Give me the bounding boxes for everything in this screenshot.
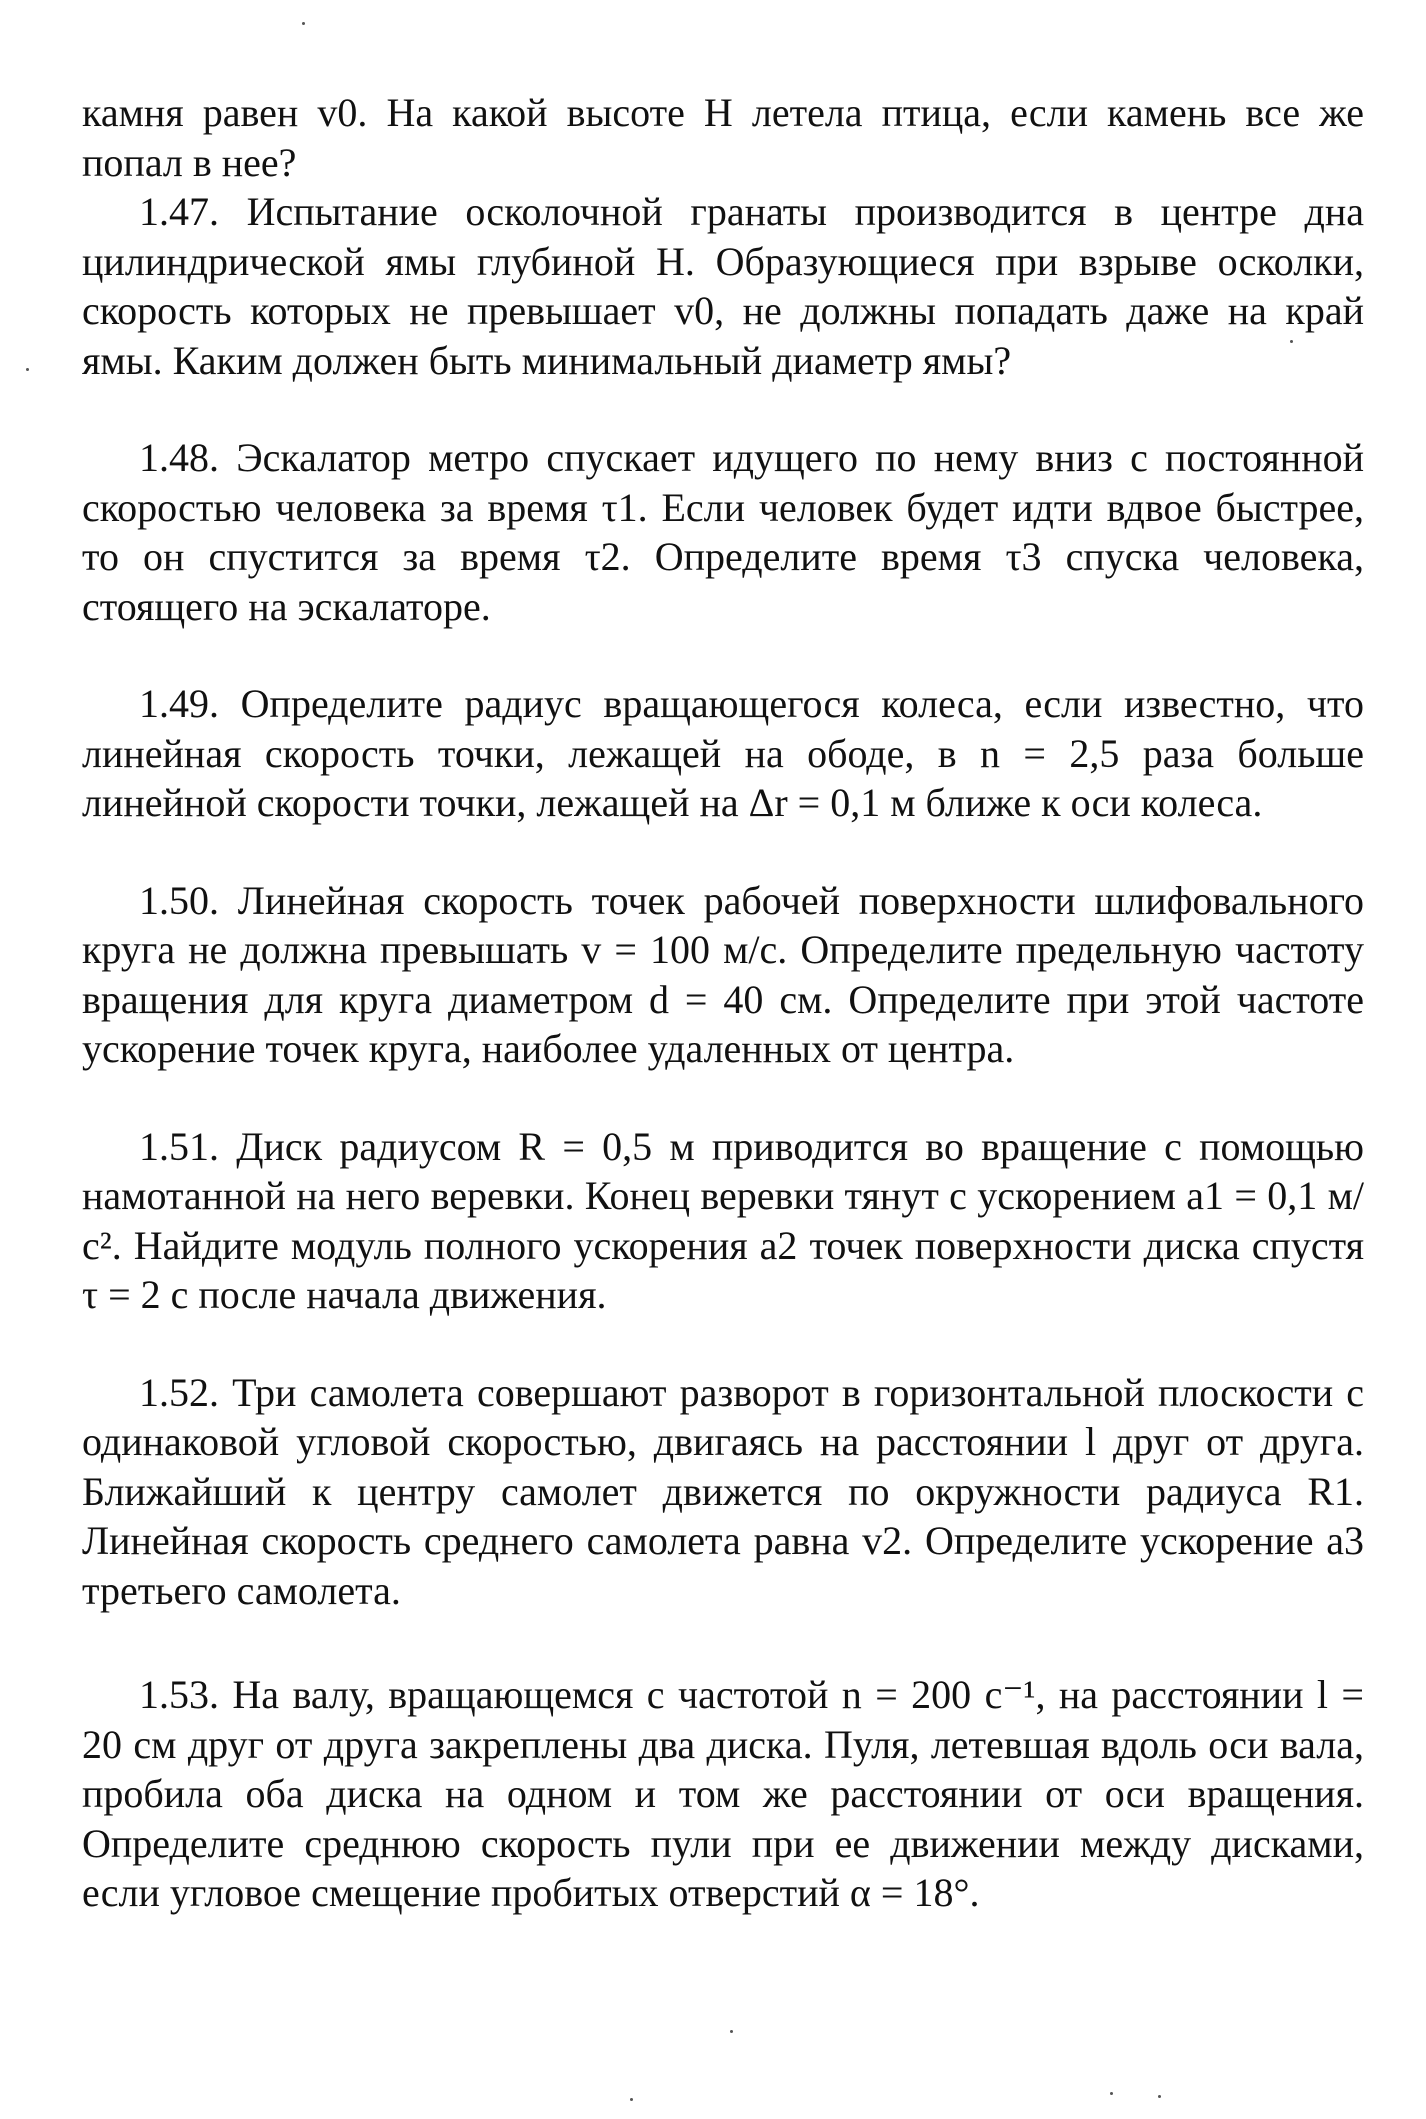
problem-1-49: 1.49. Определите радиус вращающегося колеса, если известно, что линейная скорость точки, лежащей на ободе, в n = 2,5 раза больше линейной скорости точки, лежащей на Δr = 0,1 м ближе к оси колеса. [82, 681, 1364, 825]
problem-1-53: 1.53. На валу, вращающемся с частотой n = 200 с⁻¹, на расстоянии l = 20 см друг от друга закреплены два диска. Пуля, летевшая вдоль оси вала, пробила оба диска на одном и том же расстоянии от оси вращения. Определите среднюю скорость пули при ее движении между дисками, если угловое смещение пробитых отверстий α = 18°. [82, 1672, 1364, 1915]
problem-1-51: 1.51. Диск радиусом R = 0,5 м приводится во вращение с помощью намотанной на него веревки. Конец веревки тянут с ускорением a1 = 0,1 м/с². Найдите модуль полного ускорения a2 точек поверхности диска спустя τ = 2 с после начала движения. [82, 1123, 1364, 1317]
scan-speck [1110, 2092, 1113, 2095]
problem-1-47: 1.47. Испытание осколочной гранаты производится в центре дна цилиндрической ямы глубиной H. Образующиеся при взрыве осколки, скорость которых не превышает v0, не должны попадать даже на край ямы. Каким должен быть минимальный диаметр ямы? [82, 189, 1364, 383]
scan-speck [26, 368, 29, 371]
scan-speck [302, 22, 305, 25]
page-text [82, 88, 1364, 1918]
problem-1-52: 1.52. Три самолета совершают разворот в горизонтальной плоскости с одинаковой угловой скоростью, двигаясь на расстоянии l друг от друга. Ближайший к центру самолет движется по окружности радиуса R1. Линейная скорость среднего самолета равна v2. Определите ускорение a3 третьего самолета. [82, 1369, 1364, 1613]
scan-speck [730, 2030, 733, 2033]
continuation-paragraph: камня равен v0. На какой высоте H летела птица, если камень все же попал в нее? [82, 90, 1364, 185]
problem-1-48: 1.48. Эскалатор метро спускает идущего по нему вниз с постоянной скоростью человека за время τ1. Если человек будет идти вдвое быстрее, то он спустится за время τ2. Определите время τ3 спуска человека, стоящего на эскалаторе. [82, 435, 1364, 629]
problem-1-50: 1.50. Линейная скорость точек рабочей поверхности шлифовального круга не должна превышать v = 100 м/с. Определите предельную частоту вращения для круга диаметром d = 40 см. Определите при этой частоте ускорение точек круга, наиболее удаленных от центра. [82, 877, 1364, 1071]
scan-speck [630, 2098, 633, 2101]
scan-speck [1158, 2095, 1161, 2098]
